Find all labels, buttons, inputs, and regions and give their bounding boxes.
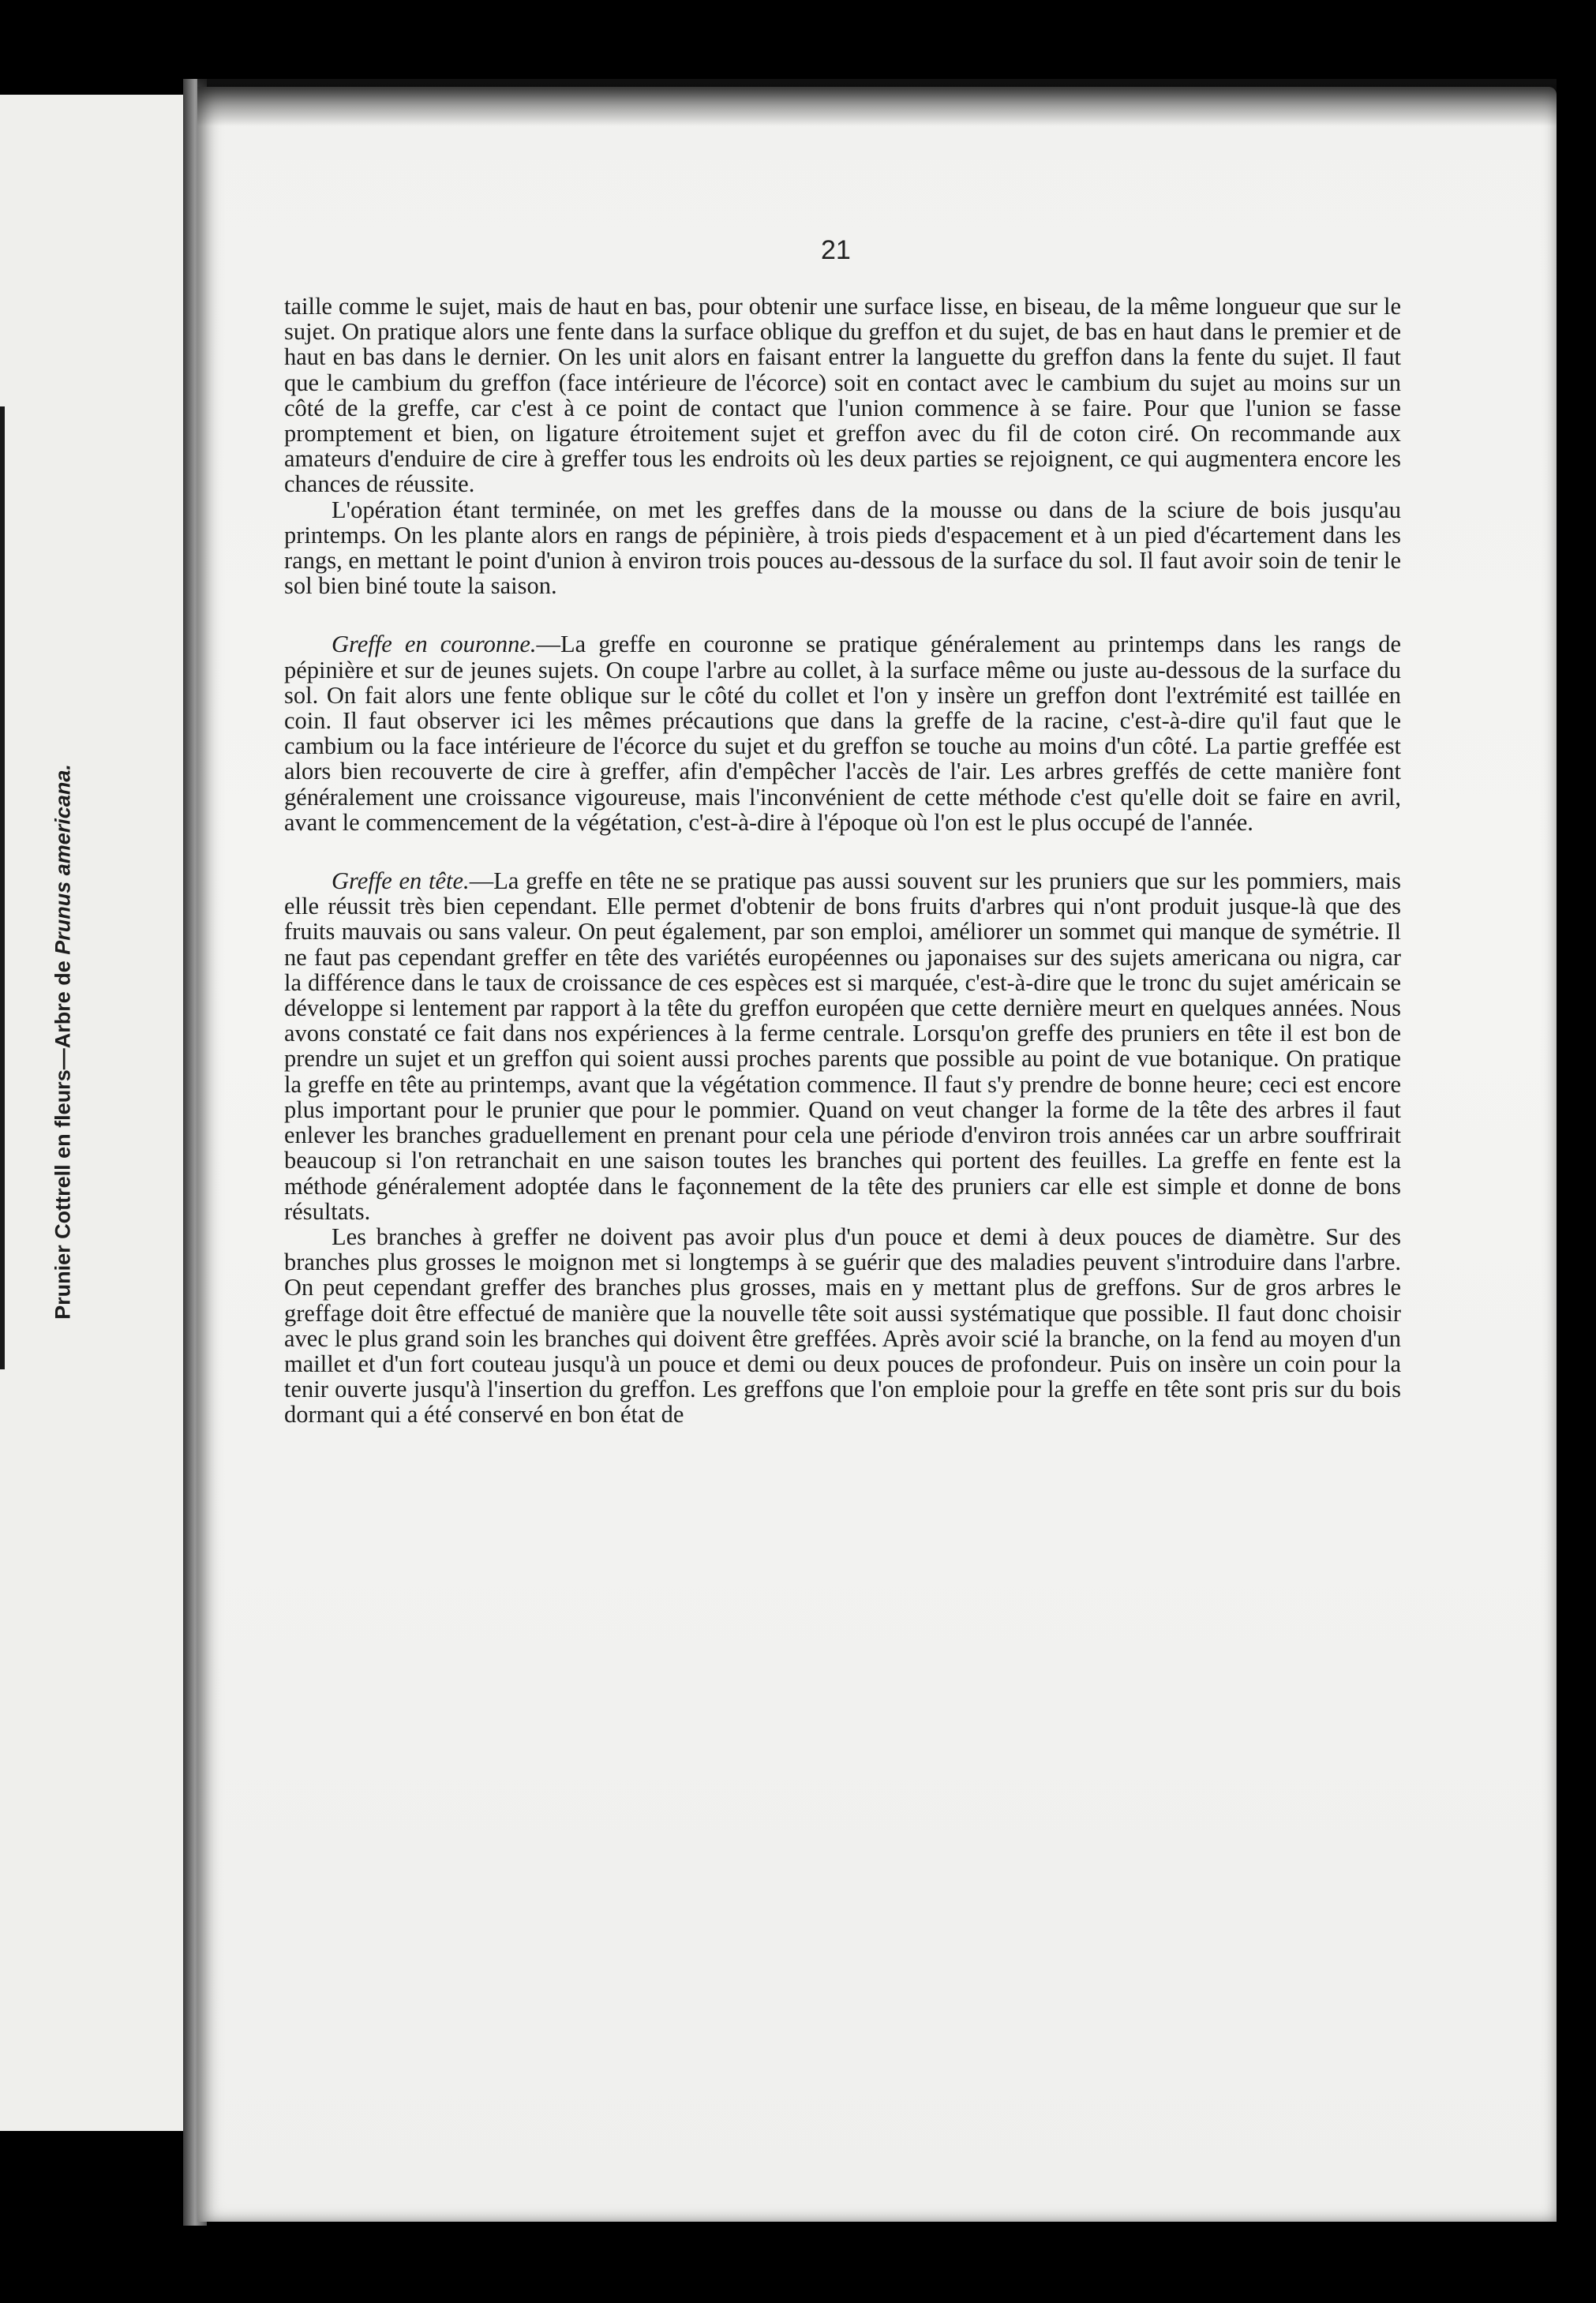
- paragraph-greffe-tete: Greffe en tête.—La greffe en tête ne se pratique pas aussi souvent sur les pruniers que sur les pommiers, mais elle réussit très bien cependant. Elle permet d'obtenir de bons fruits d'arbres qui n'ont produit jusque-là que des fruits mauvais ou sans valeur. On peut également, par son emploi, améliorer un sommet qui manque de symétrie. Il ne faut pas cependant greffer en tête des variétés européennes ou japonaises sur des sujets americana ou nigra, car la différence dans le taux de croissance de ces espèces est si marquée, c'est-à-dire que le tronc du sujet américain se développe si lentement par rapport à la tête du greffon européen que cette dernière meurt en quelques années. Nous avons constaté ce fait dans nos expériences à la ferme centrale. Lorsqu'on greffe des pruniers en tête il est bon de prendre un sujet et un greffon qui soient aussi proches parents que possible au point de vue botanique. On pratique la greffe en tête au printemps, avant que la végétation commence. Il faut s'y prendre de bonne heure; ceci est encore plus important pour le prunier que pour le pommier. Quand on veut changer la forme de la tête des arbres il faut enlever les branches graduellement en prenant pour cela une période d'environ trois années car un arbre souffrirait beaucoup si l'on retranchait en une saison toutes les branches qui portent des feuilles. La greffe en fente est la méthode généralement adoptée dans le façonnement de la tête des pruniers car elle est simple et donne de bons résultats.: [284, 867, 1401, 1225]
- page-number: 21: [821, 235, 851, 265]
- paragraph-greffe-couronne: Greffe en couronne.—La greffe en couronne se pratique généralement au printemps dans les rangs de pépinière et sur de jeunes sujets. On coupe l'arbre au collet, à la surface même ou juste au-dessous de la surface du sol. On fait alors une fente oblique sur le côté du collet et l'on y insère un greffon dont l'extrémité est taillée en coin. Il faut observer ici les mêmes précautions que dans la greffe de la racine, c'est-à-dire qu'il faut que le cambium ou la face intérieure de l'écorce du sujet et du greffon se touche au moins d'un côté. La partie greffée est alors bien recouverte de cire à greffer, afin d'empêcher l'accès de l'air. Les arbres greffés de cette manière font généralement une croissance vigoureuse, mais l'inconvénient de cette méthode c'est qu'elle doit se faire en avril, avant le commencement de la végétation, c'est-à-dire à l'époque où l'on est le plus occupé de l'année.: [284, 631, 1401, 836]
- paragraph-2: L'opération étant terminée, on met les greffes dans de la mousse ou dans de la sciure de bois jusqu'au printemps. On les plante alors en rangs de pépinière, à trois pieds d'espacement et à un pied d'écartement dans les rangs, en mettant le point d'union à environ trois pouces au-dessous de la surface du sol. Il faut avoir soin de tenir le sol bien biné toute la saison.: [284, 496, 1401, 600]
- facing-page: [0, 95, 188, 2131]
- running-head: [51, 764, 76, 1320]
- running-head-species: Prunus americana.: [51, 764, 75, 955]
- facing-page-edge: [0, 406, 5, 1369]
- section-heading-couronne: Greffe en couronne.: [332, 631, 537, 658]
- page-body: [284, 294, 1401, 1428]
- running-head-text: Prunier Cottrell en fleurs—Arbre de: [51, 954, 75, 1320]
- paragraph-branches: Les branches à greffer ne doivent pas avoir plus d'un pouce et demi à deux pouces de diamètre. Sur des branches plus grosses le moignon met si longtemps à se guérir que des maladies peuvent s'introduire dans l'arbre. On peut cependant greffer des branches plus grosses, mais en y mettant plus de greffons. Sur de gros arbres le greffage doit être effectué de manière que la nouvelle tête soit aussi systématique que possible. Il faut donc choisir avec le plus grand soin les branches qui doivent être greffées. Après avoir scié la branche, on la fend au moyen d'un maillet et d'un fort couteau jusqu'à un pouce et demi ou deux pouces de profondeur. Puis on insère un coin pour la tenir ouverte jusqu'à l'insertion du greffon. Les greffons que l'on emploie pour la greffe en tête sont pris sur du bois dormant qui a été conservé en bon état de: [284, 1223, 1401, 1429]
- page-top-shadow: [197, 79, 1557, 126]
- section-heading-tete: Greffe en tête.: [332, 867, 470, 895]
- paragraph-1: taille comme le sujet, mais de haut en bas, pour obtenir une surface lisse, en biseau, de la même longueur que sur le sujet. On pratique alors une fente dans la surface oblique du greffon et du sujet, de bas en haut dans le premier et de haut en bas dans le dernier. On les unit alors en faisant entrer la languette du greffon dans la fente du sujet. Il faut que le cambium du greffon (face intérieure de l'écorce) soit en contact avec le cambium du sujet au moins sur un côté de la greffe, car c'est à ce point de contact que l'union commence à se faire. Pour que l'union se fasse promptement et bien, on ligature étroitement sujet et greffon avec du fil de coton ciré. On recommande aux amateurs d'enduire de cire à greffer tous les endroits où les deux parties se rejoignent, ce qui augmentera encore les chances de réussite.: [284, 293, 1401, 498]
